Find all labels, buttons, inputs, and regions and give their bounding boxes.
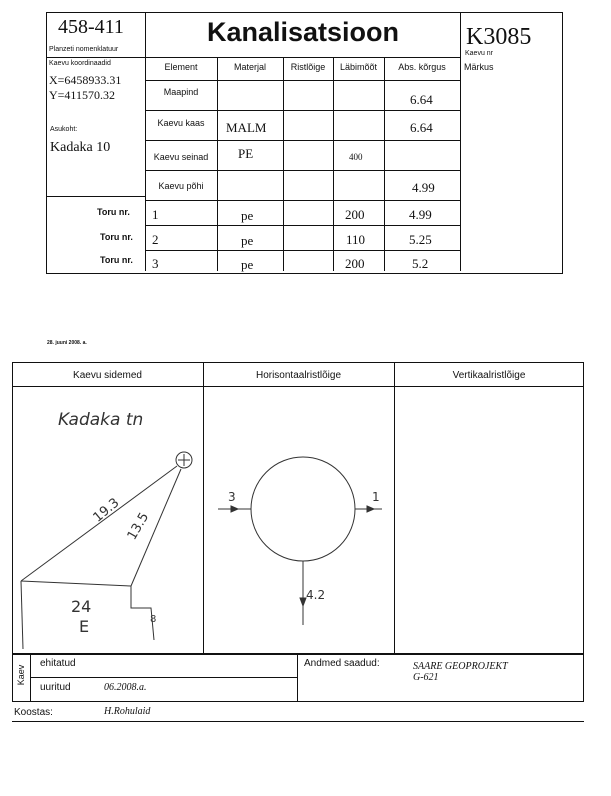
divider (145, 12, 146, 271)
row-height: 6.64 (410, 120, 433, 135)
row-diameter: 400 (349, 152, 363, 162)
row-height: 6.64 (410, 92, 433, 107)
divider (145, 140, 461, 141)
location-value: Kadaka 10 (50, 140, 111, 155)
well-number: K3085 (466, 24, 532, 50)
pipe-no: 3 (152, 256, 159, 271)
well-side-label: Kaev (16, 664, 26, 686)
col-header-material: Materjal (233, 62, 266, 72)
pipe-material: pe (241, 257, 254, 272)
compiled-value: H.Rohulaid (104, 706, 151, 717)
divider (30, 654, 31, 702)
tie-length-a: 19.3 (90, 495, 123, 526)
divider (297, 654, 298, 702)
pipe-label: Toru nr. (100, 255, 133, 265)
pipe-label: Toru nr. (100, 232, 133, 242)
divider (145, 80, 461, 81)
surveyed-value: 06.2008.a. (104, 682, 147, 693)
row-height: 4.99 (412, 180, 435, 195)
col-header-diameter: Läbimõõt (339, 62, 378, 72)
divider (46, 57, 461, 58)
date-note: 28. juuni 2008. a. (47, 340, 87, 346)
pipe-mark-bottom: 4.2 (306, 588, 326, 602)
pipe-height: 4.99 (409, 207, 432, 222)
row-material: PE (238, 146, 254, 161)
row-element: Kaevu kaas (157, 118, 205, 128)
data-from-line1: SAARE GEOPROJEKT (413, 661, 508, 672)
compiled-label: Koostas: (14, 707, 53, 718)
col-header-notes: Märkus (464, 62, 494, 72)
pipe-diameter: 200 (345, 256, 365, 271)
street-label: Kadaka tn (58, 410, 144, 430)
divider (145, 110, 461, 111)
section-title-ties: Kaevu sidemed (73, 370, 142, 381)
col-header-element: Element (164, 62, 198, 72)
pipe-material: pe (241, 208, 254, 223)
section-title-horizontal: Horisontaalristlõige (255, 370, 342, 381)
divider (384, 57, 385, 271)
divider (30, 677, 298, 678)
pipe-material: pe (241, 233, 254, 248)
data-from-line2: G-621 (413, 672, 439, 683)
well-circle (251, 457, 355, 561)
pipe-height: 5.25 (409, 232, 432, 247)
pipe-no: 2 (152, 232, 159, 247)
pipe-mark-left: 3 (228, 490, 236, 504)
pipe-no: 1 (152, 207, 159, 222)
divider (394, 362, 395, 654)
nomenclature-label: Planzeti nomenklatuur (49, 46, 119, 53)
pipe-diameter: 110 (346, 232, 366, 247)
divider (12, 721, 584, 722)
built-label: ehitatud (40, 658, 76, 669)
divider (46, 196, 146, 197)
row-material: MALM (226, 120, 267, 135)
house-letter: E (79, 617, 90, 636)
col-header-abs-height: Abs. kõrgus (398, 62, 446, 72)
row-element: Kaevu põhi (158, 181, 204, 191)
side-mark: 8 (150, 614, 157, 625)
divider (145, 250, 461, 251)
pipe-mark-right: 1 (372, 490, 380, 504)
col-header-cross-section: Ristlõige (290, 62, 326, 72)
pipe-label: Toru nr. (97, 207, 130, 217)
well-number-label: Kaevu nr (465, 50, 494, 57)
coord-y: Y=411570.32 (49, 88, 115, 102)
divider (460, 12, 461, 59)
divider (283, 57, 284, 271)
location-label: Asukoht: (50, 126, 78, 133)
divider (460, 57, 461, 271)
divider (145, 200, 461, 201)
horizontal-section-sketch (204, 387, 393, 653)
divider (217, 57, 218, 271)
coords-label: Kaevu koordinaadid (49, 60, 111, 67)
house-number: 24 (71, 597, 92, 616)
divider (145, 225, 461, 226)
coord-x: X=6458933.31 (49, 73, 122, 87)
data-from-label: Andmed saadud: (304, 658, 380, 669)
section-title-vertical: Vertikaalristlõige (452, 370, 526, 381)
nomenclature: 458-411 (58, 16, 124, 38)
row-element: Kaevu seinad (153, 152, 209, 162)
pipe-diameter: 200 (345, 207, 365, 222)
row-element: Maapind (163, 87, 199, 97)
pipe-height: 5.2 (412, 256, 429, 271)
divider (145, 170, 461, 171)
page-title: Kanalisatsioon (206, 17, 400, 47)
divider (333, 57, 334, 271)
surveyed-label: uuritud (40, 682, 71, 693)
tie-length-b: 13.5 (124, 510, 153, 543)
